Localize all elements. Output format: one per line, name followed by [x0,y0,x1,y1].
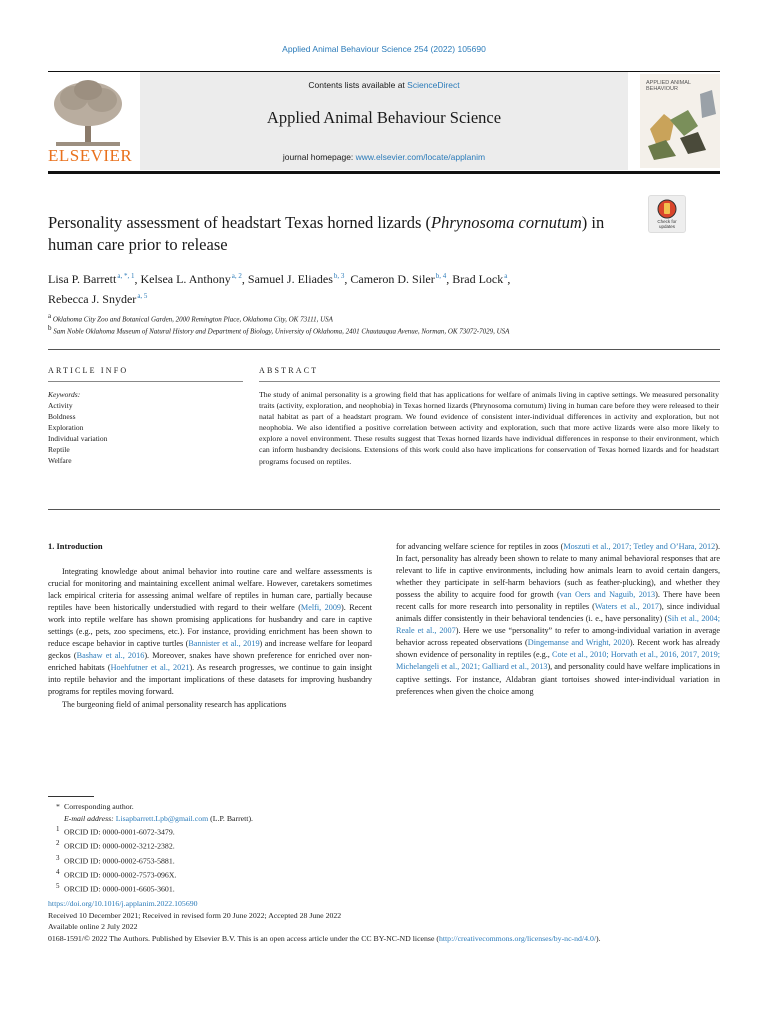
intro-paragraph-continued [396,541,720,698]
paragraph-text: ), since individual animals differ consistently in their behavioral tendencies (i. e., have personality) ( [396,602,720,624]
asterisk-mark: * [56,802,60,811]
keyword: Welfare [48,456,72,465]
abstract-heading: ABSTRACT [259,366,319,375]
intro-left-column [48,566,372,711]
title-part-2: ) in human care prior to release [48,213,605,254]
homepage-prefix: journal homepage: [282,152,356,162]
author-affiliation-mark[interactable]: a, *, 1 [117,272,135,280]
check-for-updates-badge[interactable] [648,195,686,233]
orcid-text: ORCID ID: 0000-0001-6605-3601. [64,884,175,894]
title-part-1: Personality assessment of headstart Texas horned lizards ( [48,213,431,232]
affiliation-text: Oklahoma City Zoo and Botanical Garden, 2000 Remington Place, Oklahoma City, OK 73111, USA [52,315,333,324]
author-affiliation-mark[interactable]: b, 3 [333,272,345,280]
citation-link[interactable]: Bashaw et al., 2016 [76,651,145,661]
footnote-orcid [56,881,456,895]
available-online: Available online 2 July 2022 [48,922,138,932]
intro-paragraph-2: The burgeoning field of animal personality research has applications [62,699,287,709]
citation-link[interactable]: Dingemanse and Wright, 2020 [527,638,630,648]
abstract-rule [259,381,720,382]
abstract-bottom-rule [48,509,720,510]
affiliation-mark: a [48,312,52,320]
paragraph-text: ). Recent work into reptile welfare has shown promising applications for husbandry and care in captive settings (e.g., pets, zoo specimens, etc.). For instance, providing enrichment has been shown to reduce escape behavior in captive turtles ( [48,603,372,649]
author: Rebecca J. Snyder [48,292,137,306]
cover-animals-icon [640,74,720,168]
citation-link[interactable]: Moszuti et al., 2017; Tetley and O’Hara, 2012 [563,542,716,551]
paragraph-text: ) and increase welfare for leopard geckos ( [48,639,372,661]
header-bottom-rule [48,171,720,174]
paragraph-text: ). Here we use “personality” to refer to among-individual variation in average behavior across repeated observations ( [396,626,720,648]
check-updates-text: Check for updates [657,219,677,229]
author: Lisa P. Barrett [48,272,117,286]
publication-info [48,898,720,944]
citation-link[interactable]: Waters et al., 2017 [594,602,659,612]
author: Brad Lock [452,272,504,286]
homepage-link[interactable]: www.elsevier.com/locate/applanim [355,152,486,162]
keyword: Individual variation [48,434,108,443]
sciencedirect-link[interactable]: ScienceDirect [407,80,460,90]
orcid-mark: 5 [56,881,60,890]
keyword: Exploration [48,423,84,432]
footnote-rule [48,796,94,797]
intro-paragraph-1 [48,566,372,699]
orcid-text: ORCID ID: 0000-0002-6753-5881. [64,856,175,866]
article-info-heading: ARTICLE INFO [48,366,129,375]
doi-link[interactable]: https://doi.org/10.1016/j.applanim.2022.105690 [48,899,198,908]
elsevier-logo [48,76,133,166]
citation-link[interactable]: van Oers and Naguib, 2013 [559,590,656,600]
orcid-mark: 4 [56,867,60,876]
orcid-mark: 1 [56,825,60,834]
email-label: E-mail address: [64,813,116,823]
article-info-rule [48,381,243,382]
affiliation-mark: b [48,324,52,332]
email-suffix: (L.P. Barrett). [208,813,254,823]
intro-right-column [396,541,720,698]
orcid-text: ORCID ID: 0000-0001-6072-3479. [64,827,175,837]
footnote-corresponding [56,801,456,813]
paragraph-text: ). Recent work has already shown evidence of personality in reptiles (e.g., [396,638,720,660]
elsevier-tree-icon [48,76,128,148]
homepage-line [140,152,628,162]
license-line [48,933,720,945]
author-affiliation-mark[interactable]: a, 2 [231,272,242,280]
received-dates: Received 10 December 2021; Received in revised form 20 June 2022; Accepted 28 June 2022 [48,910,342,920]
footnotes [56,801,456,895]
keywords-block [48,389,208,466]
citation-link[interactable]: Sih et al., 2004; Reale et al., 2007 [396,614,720,636]
keyword: Reptile [48,445,70,454]
paragraph-text: for advancing welfare science for reptiles in zoos ( [396,542,564,551]
orcid-mark: 3 [56,853,60,862]
author-list: Lisa P. Barrett $^{a, *, 1}$, Kelsea L. Anthony $^{a, 2}$, Samuel J. Eliades $^{b, 3}$, Cameron D. Siler $^{b, 4}$, Brad Lock $^a$, Rebecca J. Snyder $^{a, 5}$ [48,272,511,306]
article-title [48,212,638,256]
keyword: Activity [48,401,73,410]
orcid-mark: 2 [56,839,60,848]
paragraph-text: ). Moreover, snakes have shown preference for enriched over non-enriched habitats ( [48,651,372,673]
cover-title: APPLIED ANIMAL BEHAVIOUR [646,80,691,92]
journal-title: Applied Animal Behaviour Science [266,108,502,127]
footnote-orcid [56,838,456,852]
title-species: Phrynosoma cornutum [430,213,582,232]
paragraph-text: ). There have been recent calls for more research into personality in reptiles ( [396,590,720,612]
journal-reference[interactable]: Applied Animal Behaviour Science 254 (2022) 105690 [282,44,486,54]
affiliation-text: Sam Noble Oklahoma Museum of Natural History and Department of Biology, University of Oklahoma, 2401 Chautauqua Avenue, Norman, OK 73072-7029, USA [53,327,510,336]
footnote-orcid [56,853,456,867]
footnote-email [56,813,456,825]
author: Cameron D. Siler [350,272,435,286]
journal-header-band [140,72,628,170]
paragraph-text: Integrating knowledge about animal behavior into routine care and welfare assessments is crucial for monitoring and maintaining excellent animal welfare. However, caretakers sometimes lack empirical criteria for assessing animal welfare of reptiles in human care, partially because reptiles have been historically understudied with regard to their welfare ( [48,567,372,613]
author-affiliation-mark[interactable]: b, 4 [435,272,447,280]
author: Samuel J. Eliades [247,272,333,286]
footnote-orcid [56,824,456,838]
citation-link[interactable]: Bannister et al., 2019 [188,639,260,649]
orcid-text: ORCID ID: 0000-0002-7573-096X. [64,870,177,880]
section-heading-introduction: 1. Introduction [48,541,103,551]
footnote-orcid [56,867,456,881]
citation-link[interactable]: Cote et al., 2010; Horvath et al., 2016, 2017, 2019; Michelangeli et al., 2021; Galliard et al., 2013 [396,650,720,672]
author-affiliation-mark[interactable]: a, 5 [137,292,148,300]
email-link[interactable]: Lisapbarrett.Lpb@gmail.com [115,813,209,823]
license-suffix: ). [596,933,601,943]
license-prefix: 0168-1591/© 2022 The Authors. Published by Elsevier B.V. This is an open access article under the CC BY-NC-ND license ( [48,933,439,943]
publisher-wordmark: ELSEVIER [48,146,133,165]
journal-cover[interactable] [640,74,720,168]
abstract-text: The study of animal personality is a growing field that has applications for welfare of animals living in captive settings. We measured personality traits (activity, exploration, and neophobia) in Texas horned lizards (Phrynosoma cornutum) living in human care before they were released to their natal habitat as part of a headstart program. We found evidence of consistent inter-individual differences in activity and exploration, but not neophobia. We also identified a positive correlation between activity and exploration, such that more active lizards were also more likely to explore a novel environment. These results suggest that Texas horned lizards have individual differences in response to their environment, which can inform husbandry decisions. Extensions of this work could also have implications for conservation of Texas horned lizards and for headstart programs focused on reptiles. [259,390,719,466]
keywords-label: Keywords: [48,390,81,399]
keyword: Boldness [48,412,76,421]
license-link[interactable]: http://creativecommons.org/licenses/by-nc-nd/4.0/ [438,933,597,943]
corresponding-text: Corresponding author. [64,802,134,811]
affiliation-b [48,323,720,336]
orcid-text: ORCID ID: 0000-0002-3212-2382. [64,841,175,851]
paragraph-text: ). As research progresses, we continue to gain insight into reptile behavior and the important implications of these datasets for improving husbandry programs for reptiles moving forward. [48,663,372,697]
citation-link[interactable]: Melfi, 2009 [300,603,342,613]
paragraph-text: ). In fact, personality has already been shown to relate to many animal behavioral responses that are relevant to life in captive environments, including how animals learn to avoid certain dangers, whether they participate in self-harm behaviors (such as feather-plucking), and whether they possess the ability to acquire food for growth ( [396,542,720,600]
citation-link[interactable]: Hoehfutner et al., 2021 [110,663,190,673]
author: Kelsea L. Anthony [140,272,231,286]
contents-prefix: Contents lists available at [308,80,408,90]
paragraph-text: ), and personality could have welfare implications in captive settings. For instance, Aldabran giant tortoises showed inter-individual variation in preferences when given the choice among [396,662,721,696]
author-affiliation-mark[interactable]: a [504,272,508,280]
contents-line [140,80,628,90]
section-rule [48,349,720,350]
